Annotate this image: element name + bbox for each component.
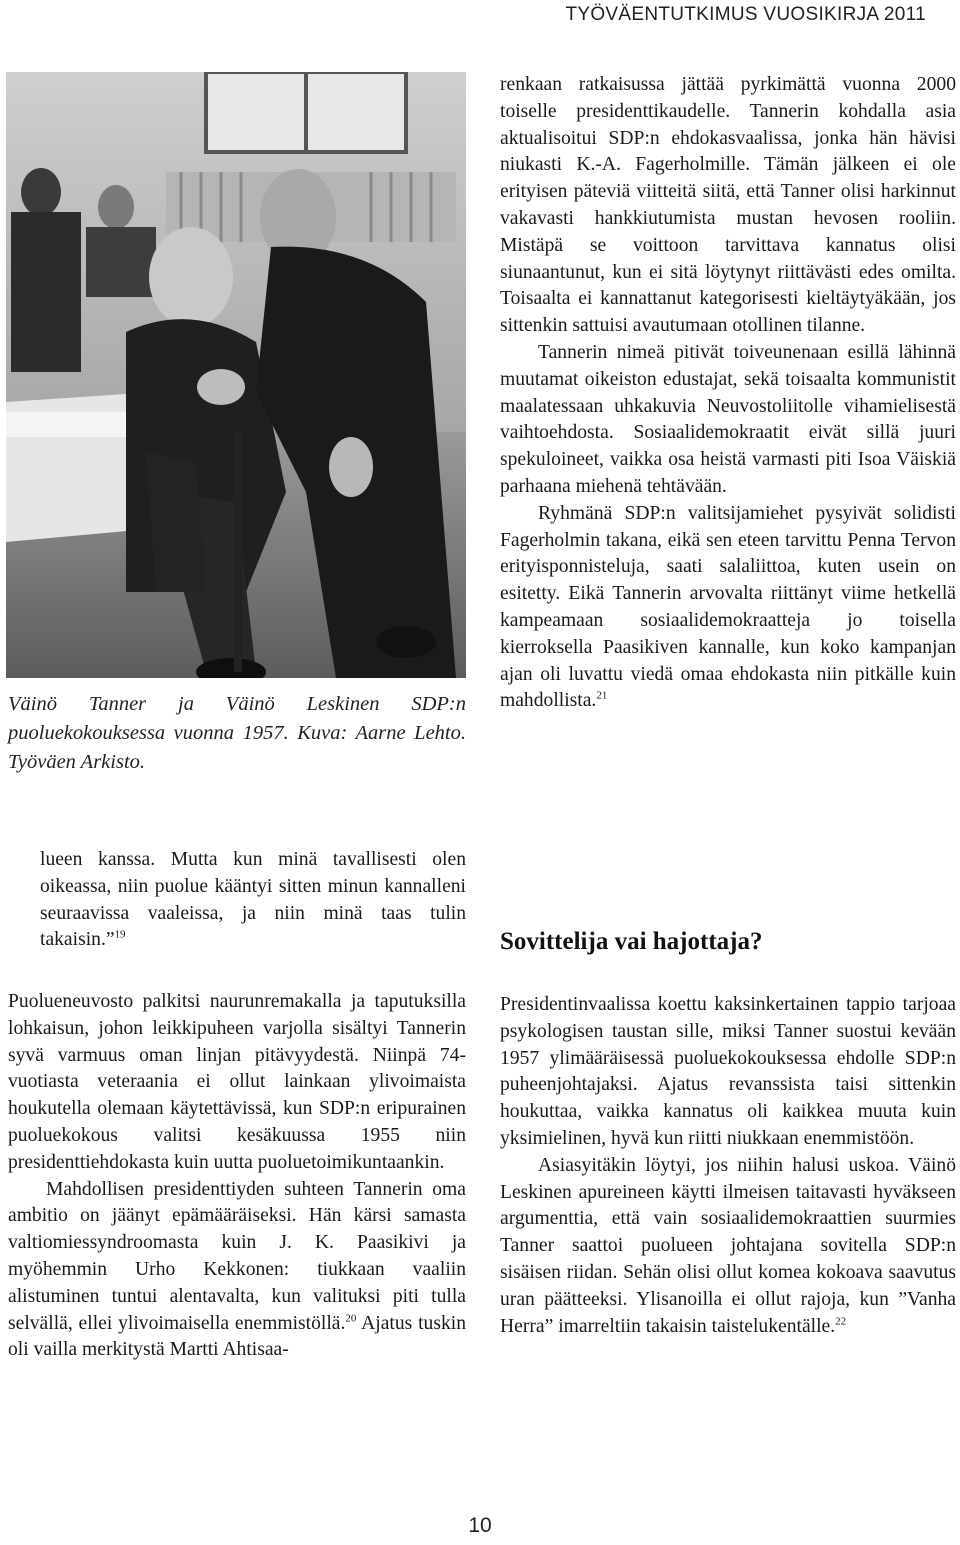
photo-illustration <box>6 72 466 678</box>
footnote-ref-19: 19 <box>114 928 126 941</box>
quote-paragraph <box>40 847 466 954</box>
running-header: TYÖVÄENTUTKIMUS VUOSIKIRJA 2011 <box>565 4 926 25</box>
paragraph-left-2-text-a: Mahdollisen presidenttiyden suhteen Tannerin oma ambitio on jäänyt epämääräiseksi. Hän kärsi samasta valtiomiessyndroomasta kuin J. K. Paasikivi ja myöhemmin Urho Kekkonen: tiukkaan vaaliin alistuminen tuntui alentavalta, kun valituksi piti tulla selvällä, ellei ylivoimaisella enemmistöllä. <box>8 1178 466 1334</box>
footnote-ref-20: 20 <box>345 1312 357 1325</box>
section-heading: Sovittelija vai hajottaja? <box>500 928 763 955</box>
footnote-ref-21: 21 <box>596 689 608 702</box>
figure-caption: Väinö Tanner ja Väinö Leskinen SDP:n puoluekokouksessa vuonna 1957. Kuva: Aarne Lehto. Työväen Arkisto. <box>8 693 466 773</box>
right-column-body <box>500 72 956 715</box>
paragraph-right-4: Presidentinvaalissa koettu kaksinkertainen tappio tarjoaa psykologisen taustan sille, miksi Tanner suostui kevään 1957 ylimääräisessä puoluekokouksessa ehdolle SDP:n puheenjohtajaksi. Ajatus revanssista taisi sittenkin houkuttaa, vaikka kannatus oli kaikkea muuta kuin yksimielinen, hyvä kun riitti niukkaan enemmistöön. <box>500 994 956 1149</box>
left-column-body <box>8 989 466 1364</box>
paragraph-right-1: renkaan ratkaisussa jättää pyrkimättä vuonna 2000 toiselle presidenttikaudelle. Tannerin kohdalla asia aktualisoitui SDP:n ehdokasvaalissa, jonka hän hävisi niukasti K.-A. Fagerholmille. Tämän jälkeen ei ole erityisen päteviä viitteitä siitä, että Tanner olisi harkinnut vakavasti hankkiutumista mustan hevosen rooliin. Mistäpä se voittoon tarvittava kannatus olisi siunaantunut, kun ei sitä löytynyt riittävästi edes omilta. Toisaalta ei kannattanut kategorisesti kieltäytyäkään, jos sittenkin sattuisi avautumaan otollinen tilanne. <box>500 74 956 337</box>
quote-text: lueen kanssa. Mutta kun minä tavallisesti olen oikeassa, niin puolue kääntyi sitten minun kannalleni seuraavissa vaaleissa, ja niin minä taas tulin takaisin.” <box>40 849 466 951</box>
footnote-ref-22: 22 <box>835 1315 847 1328</box>
paragraph-left-1: Puolueneuvosto palkitsi naurunremakalla ja taputuksilla lohkaisun, johon leikkipuheen varjolla sisältyi Tannerin syvä varmuus oman linjan pitävyydestä. Niinpä 74-vuotiasta veteraania ei ollut lainkaan ylivoimaista houkutella olemaan käytettävissä, kun SDP:n eripurainen puoluekokous valitsi kesäkuussa 1955 niin presidenttiehdokasta kuin uutta puoluetoimikuntaankin. <box>8 991 466 1173</box>
paragraph-right-2: Tannerin nimeä pitivät toiveunenaan esillä lähinnä muutamat oikeiston edustajat, sekä toisaalta kommunistit maalatessaan uhkakuvia Neuvostoliitolle vihamielisestä vaihtoehdosta. Sosiaalidemokraatit eivät sillä juuri spekuloineet, vaikka osa heistä varmasti piti Isoa Väiskiä parhaana miehenä tehtävään. <box>500 341 956 497</box>
paragraph-right-5-text: Asiasyitäkin löytyi, jos niihin halusi uskoa. Väinö Leskinen apureineen käytti ilmeisen taitavasti hyväkseen argumenttia, että vain sosiaalidemokraattien suurmies Tanner saattoi puolueen johtajana sovitella SDP:n sisäisen riidan. Sehän olisi ollut komea kokoava saavutus uran päätteeksi. Ylisanoilla ei ollut rajoja, kun ”Vanha Herra” imarreltiin takaisin taistelukentälle. <box>500 1154 956 1337</box>
paragraph-right-3-text: Ryhmänä SDP:n valitsijamiehet pysyivät solidisti Fagerholmin takana, eikä sen eteen tarvittu Penna Tervon erityisponnisteluja, saati salaliittoa, kuten usein on esitetty. Eikä Tannerin arvovalta riittänyt viime hetkellä kampeamaan sosiaalidemokraatteja jo toisella kierroksella Paasikiven kannalle, kun koko kampanjan ajan oli luvattu viedä omaa ehdokasta niin pitkälle kuin mahdollista. <box>500 502 956 712</box>
photograph <box>6 72 466 678</box>
paragraph-right-5 <box>500 1153 956 1341</box>
paragraph-left-2-text-b: Ajatus tuskin oli vailla merkitystä Martti Ahtisaa- <box>8 1312 466 1361</box>
quotation-block <box>8 847 466 954</box>
right-column-section-body <box>500 992 956 1340</box>
paragraph-right-3 <box>500 501 956 715</box>
page-number: 10 <box>468 1514 492 1537</box>
paragraph-left-2 <box>8 1177 466 1365</box>
